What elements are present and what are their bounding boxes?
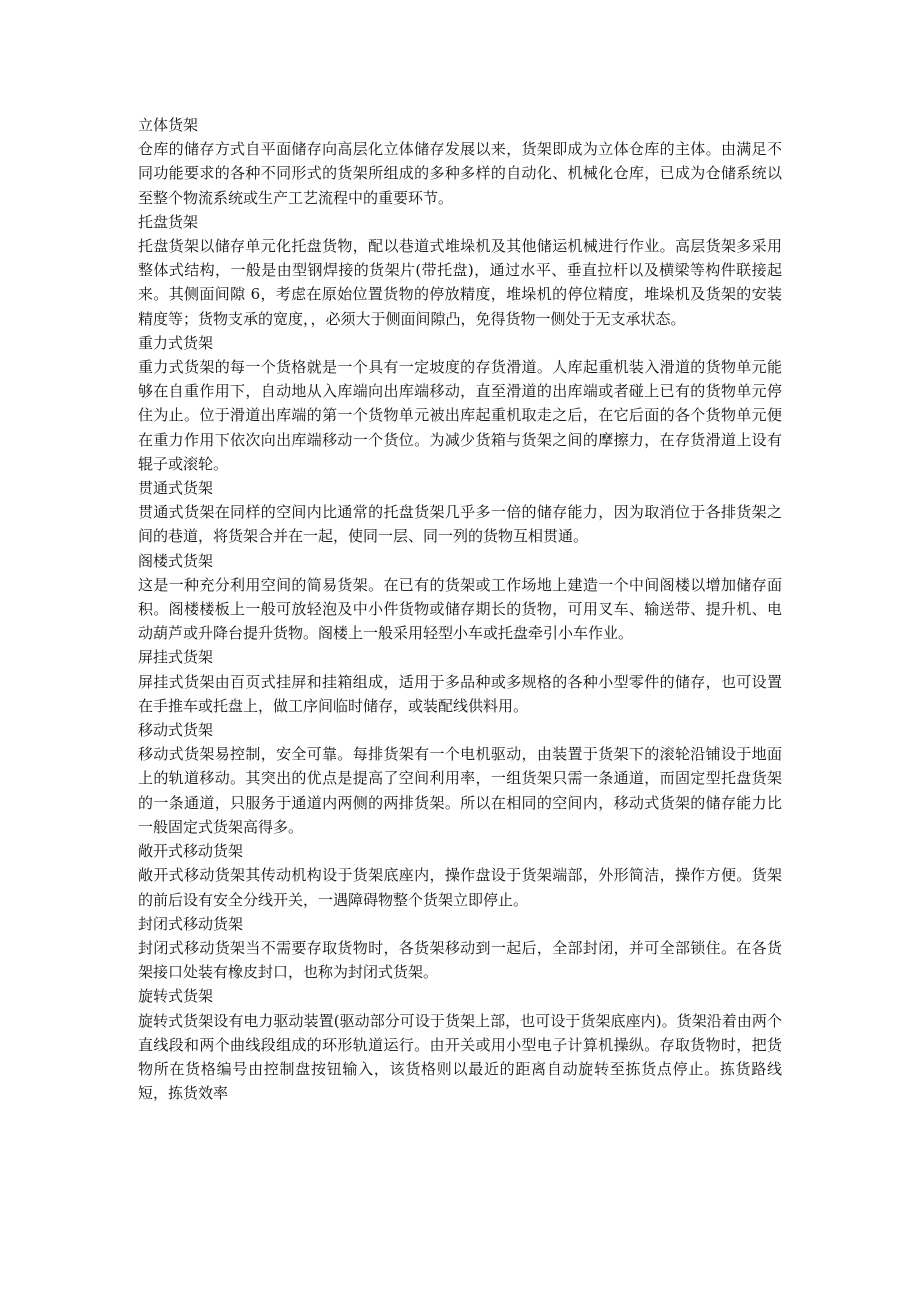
section-open-mobile-rack <box>138 839 782 912</box>
section-drive-in-rack <box>138 476 782 549</box>
document-page <box>138 113 782 1105</box>
section-paragraph: 封闭式移动货架当不需要存取货物时，各货架移动到一起后，全部封闭，并可全部锁住。在各货架接口处装有橡皮封口，也称为封闭式货架。 <box>138 938 782 982</box>
section-gravity-rack <box>138 331 782 476</box>
section-heading: 阁楼式货架 <box>138 551 214 570</box>
section-carousel-rack <box>138 984 782 1105</box>
section-paragraph: 贯通式货架在同样的空间内比通常的托盘货架几乎多一倍的储存能力，因为取消位于各排货架之间的巷道，将货架合并在一起，使同一层、同一列的货物互相贯通。 <box>138 503 782 546</box>
section-mezzanine-rack <box>138 549 782 646</box>
section-paragraph: 仓库的储存方式自平面储存向高层化立体储存发展以来，货架即成为立体仓库的主体。由满足不同功能要求的各种不同形式的货架所组成的多种多样的自动化、机械化仓库，已成为仓储系统以至整个物流系统或生产工艺流程中的重要环节。 <box>138 140 782 207</box>
section-heading: 重力式货架 <box>138 333 214 352</box>
section-stereo-rack <box>138 113 782 210</box>
section-heading: 旋转式货架 <box>138 987 214 1006</box>
section-heading: 敞开式移动货架 <box>138 842 244 861</box>
section-paragraph: 旋转式货架设有电力驱动装置(驱动部分可设于货架上部，也可设于货架底座内)。货架沿着由两个直线段和两个曲线段组成的环形轨道运行。由开关或用小型电子计算机操纵。存取货物时，把货物所在货格编号由控制盘按钮输入，该货格则以最近的距离自动旋转至拣货点停止。拣货路线短，拣货效率 <box>138 1011 782 1103</box>
section-heading: 屏挂式货架 <box>138 648 214 667</box>
section-heading: 封闭式移动货架 <box>138 914 244 933</box>
section-pallet-rack <box>138 210 782 331</box>
section-paragraph: 屏挂式货架由百页式挂屏和挂箱组成，适用于多品种或多规格的各种小型零件的储存，也可设置在手推车或托盘上，做工序间临时储存，或装配线供料用。 <box>138 672 782 715</box>
section-heading: 贯通式货架 <box>138 479 214 498</box>
section-heading: 移动式货架 <box>138 721 214 740</box>
section-panel-hanging-rack <box>138 645 782 718</box>
section-paragraph: 这是一种充分利用空间的简易货架。在已有的货架或工作场地上建造一个中间阁楼以增加储存面积。阁楼楼板上一般可放轻泡及中小件货物或储存期长的货物，可用叉车、输送带、提升机、电动葫芦或升降台提升货物。阁楼上一般采用轻型小车或托盘牵引小车作业。 <box>138 575 782 643</box>
section-heading: 托盘货架 <box>138 212 199 231</box>
section-closed-mobile-rack <box>138 912 782 985</box>
section-mobile-rack <box>138 718 782 839</box>
section-heading: 立体货架 <box>138 116 199 134</box>
section-paragraph: 移动式货架易控制，安全可靠。每排货架有一个电机驱动，由装置于货架下的滚轮沿铺设于地面上的轨道移动。其突出的优点是提高了空间利用率，一组货架只需一条通道，而固定型托盘货架的一条通道，只服务于通道内两侧的两排货架。所以在相同的空间内，移动式货架的储存能力比一般固定式货架高得多。 <box>138 745 782 836</box>
section-paragraph: 敞开式移动货架其传动机构设于货架底座内，操作盘设于货架端部，外形简洁，操作方便。货架的前后设有安全分线开关，一遇障碍物整个货架立即停止。 <box>138 866 782 909</box>
section-paragraph: 重力式货架的每一个货格就是一个具有一定坡度的存货滑道。人库起重机装入滑道的货物单元能够在自重作用下，自动地从入库端向出库端移动，直至滑道的出库端或者碰上已有的货物单元停住为止。位于滑道出库端的第一个货物单元被出库起重机取走之后，在它后面的各个货物单元便在重力作用下依次向出库端移动一个货位。为减少货箱与货架之间的摩擦力，在存货滑道上设有辊子或滚轮。 <box>138 358 782 473</box>
section-paragraph: 托盘货架以储存单元化托盘货物，配以巷道式堆垛机及其他储运机械进行作业。高层货架多采用整体式结构，一般是由型钢焊接的货架片(带托盘)，通过水平、垂直拉杆以及横梁等构件联接起来。其侧面间隙 6，考虑在原始位置货物的停放精度，堆垛机的停位精度，堆垛机及货架的安装精度等；货物支承的宽度，，必须大于侧面间隙凸，免得货物一侧处于无支承状态。 <box>138 237 782 328</box>
